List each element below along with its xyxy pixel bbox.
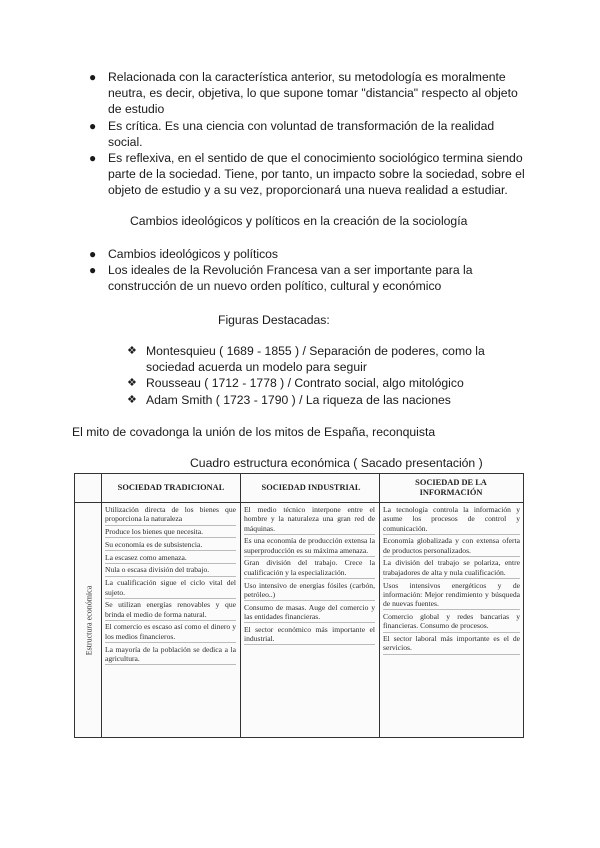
row-label: Estructura económica [84,585,94,656]
table-cell: Comercio global y redes bancarias y financieras. Consumo de procesos. [383,612,520,633]
header-traditional: SOCIEDAD TRADICIONAL [117,483,225,492]
table-cell: El sector económico más importante el industrial. [244,625,375,646]
bullet-icon: ● [89,247,97,261]
column-industrial [244,505,375,647]
list-item: ● Cambios ideológicos y políticos [89,247,279,261]
table-cell: Nula o escasa división del trabajo. [105,565,236,576]
figures-list [126,343,506,408]
list-item: ● Relacionada con la característica anterior, su metodología es moralmente neutra, es decir, objetiva, lo que supone tomar "distancia" respecto al objeto de estudio [89,70,518,117]
economic-structure-table [74,473,524,738]
table-cell: Usos intensivos energéticos y de información: Mejor rendimiento y búsqueda de nuevas fuentes. [383,581,520,611]
table-cell: La división del trabajo se polariza, entre trabajadores de alta y nula cualificación. [383,558,520,579]
table-cell: La mayoría de la población se dedica a la agricultura. [105,645,236,666]
table-cell: Produce los bienes que necesita. [105,527,236,538]
column-divider [240,474,241,737]
list-item: ● Es crítica. Es una ciencia con voluntad de transformación de la realidad social. [89,118,495,149]
table-cell: La tecnología controla la información y asume los procesos de control y comunicación. [383,505,520,535]
figures-title: Figuras Destacadas: [218,313,330,327]
table-cell: Utilización directa de los bienes que proporciona la naturaleza [105,505,236,526]
table-cell: Su economía es de subsistencia. [105,540,236,551]
bullet-icon: ● [89,151,97,166]
column-divider [101,474,102,737]
section-title: Cambios ideológicos y políticos en la creación de la sociología [130,214,468,228]
table-cell: Se utilizan energías renovables y que brinda el medio de forma natural. [105,600,236,621]
list-item: ● Los ideales de la Revolución Francesa van a ser importante para la construcción de un nuevo orden político, cultural y económico [89,263,473,294]
bullet-icon: ● [89,118,97,133]
diamond-bullet-icon: ❖ [127,377,137,390]
list-item: ❖ Montesquieu ( 1689 - 1855 ) / Separación de poderes, como la sociedad acuerda un modelo para seguir [127,344,485,375]
myth-line: El mito de covadonga la unión de los mitos de España, reconquista [72,425,436,439]
column-information [383,505,520,656]
table-cell: Gran división del trabajo. Crece la cualificación y la especialización. [244,558,375,579]
table-caption: Cuadro estructura económica ( Sacado presentación ) [190,456,483,470]
table-cell: Uso intensivo de energías fósiles (carbón, petróleo..) [244,581,375,602]
table-cell: Es una economía de producción extensa la superproducción es su máxima amenaza. [244,536,375,557]
header-information: SOCIEDAD DE LA INFORMACIÓN [415,478,487,497]
bullet-list-changes [86,246,526,295]
diamond-bullet-icon: ❖ [127,345,137,357]
bullet-icon: ● [89,263,97,278]
table-header-row [75,474,523,503]
table-cell: La cualificación sigue el ciclo vital del sujeto. [105,578,236,599]
list-item: ❖ Adam Smith ( 1723 - 1790 ) / La riqueza de las naciones [127,392,451,407]
table-cell: El sector laboral más importante es el de servicios. [383,634,520,655]
table-cell: La escasez como amenaza. [105,553,236,564]
table-cell: El comercio es escaso así como el dinero y los medios financieros. [105,622,236,643]
table-cell: Consumo de masas. Auge del comercio y las entidades financieras. [244,603,375,624]
table-cell: El medio técnico interpone entre el hombre y la naturaleza una gran red de máquinas. [244,505,375,535]
column-traditional [105,505,236,667]
diamond-bullet-icon: ❖ [127,393,137,406]
bullet-list-characteristics [86,69,526,199]
column-divider [379,474,380,737]
list-item: ❖ Rousseau ( 1712 - 1778 ) / Contrato social, algo mitológico [127,376,464,391]
list-item: ● Es reflexiva, en el sentido de que el conocimiento sociológico termina siendo parte de la sociedad. Tiene, por tanto, un impacto sobre la sociedad, sobre el objeto de estudio y a su vez, proporcionará una nueva realidad a estudiar. [89,151,525,198]
bullet-icon: ● [89,70,97,84]
table-cell: Economía globalizada y con extensa oferta de productos personalizados. [383,536,520,557]
header-industrial: SOCIEDAD INDUSTRIAL [261,483,361,492]
